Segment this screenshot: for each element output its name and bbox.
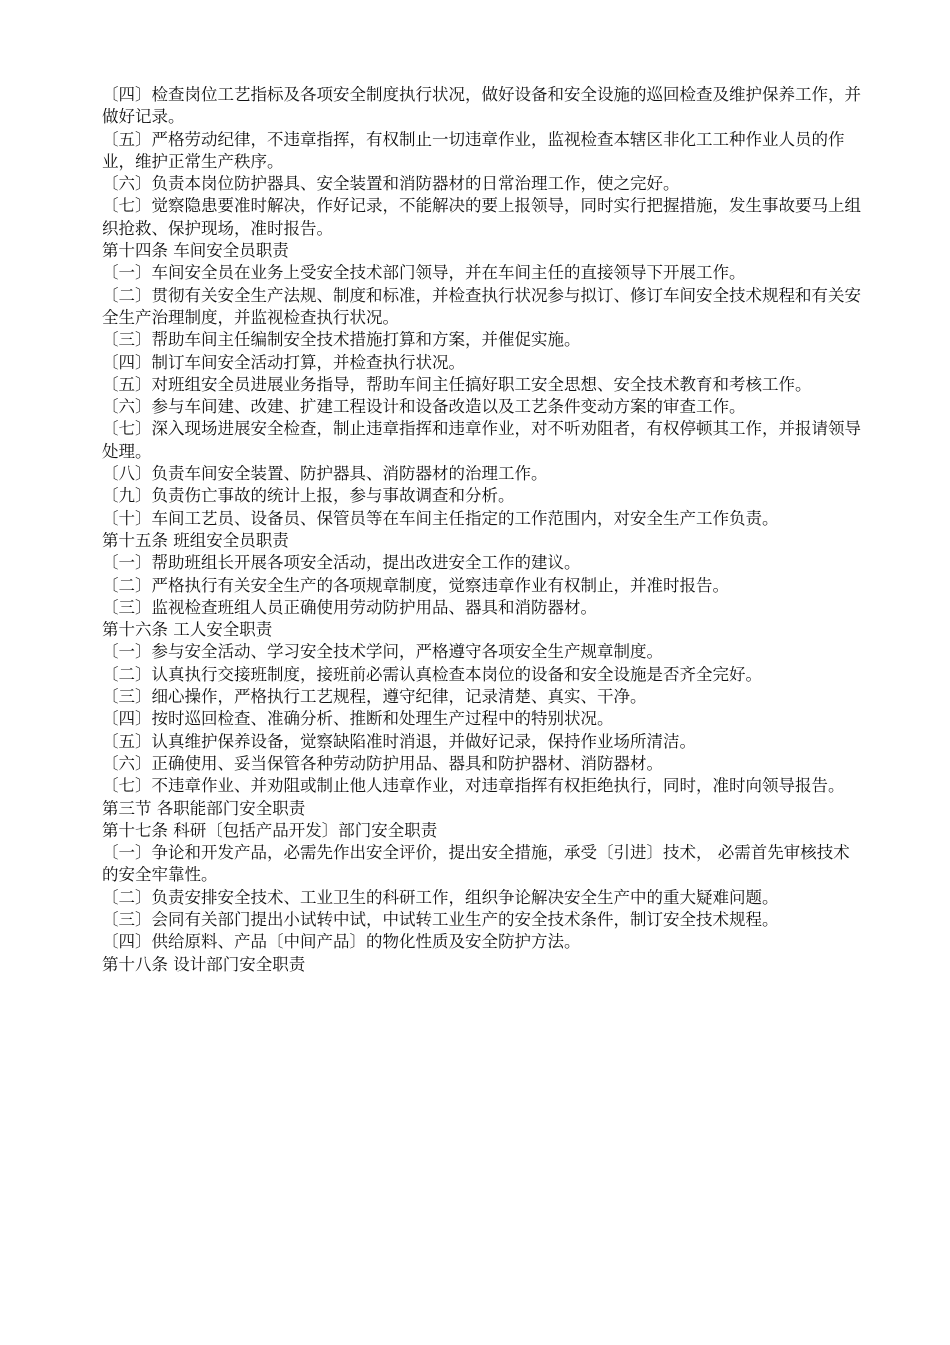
text-line: 〔六〕正确使用、妥当保管各种劳动防护用品、器具和防护器材、消防器材。 (102, 753, 663, 773)
text-line: 〔六〕参与车间建、改建、扩建工程设计和设备改造以及工艺条件变动方案的审查工作。 (102, 397, 746, 417)
text-line: 〔一〕车间安全员在业务上受安全技术部门领导，并在车间主任的直接领导下开展工作。 (102, 263, 746, 283)
text-line: 〔三〕会同有关部门提出小试转中试，中试转工业生产的安全技术条件，制订安全技术规程。 (102, 909, 779, 929)
text-line: 第十八条 设计部门安全职责 (102, 954, 306, 974)
text-line: 〔三〕帮助车间主任编制安全技术措施打算和方案，并催促实施。 (102, 330, 581, 350)
text-line: 〔五〕认真维护保养设备，觉察缺陷准时消退，并做好记录，保持作业场所清洁。 (102, 731, 696, 751)
text-line: 〔二〕负责安排安全技术、工业卫生的科研工作，组织争论解决安全生产中的重大疑难问题。 (102, 887, 779, 907)
text-line: 〔六〕负责本岗位防护器具、安全装置和消防器材的日常治理工作，使之完好。 (102, 174, 680, 194)
text-line: 〔三〕监视检查班组人员正确使用劳动防护用品、器具和消防器材。 (102, 597, 597, 617)
text-line: 第三节 各职能部门安全职责 (102, 798, 306, 818)
text-line: 〔四〕供给原料、产品〔中间产品〕的物化性质及安全防护方法。 (102, 932, 581, 952)
text-line: 〔一〕争论和开发产品，必需先作出安全评价，提出安全措施，承受〔引进〕技术， 必需首先审核技术的安全牢靠性。 (102, 843, 850, 885)
text-line: 第十五条 班组安全员职责 (102, 530, 289, 550)
text-line: 〔七〕觉察隐患要准时解决，作好记录，不能解决的要上报领导，同时实行把握措施，发生事故要马上组织抢救、保护现场，准时报告。 (102, 196, 861, 238)
text-line: 〔五〕对班组安全员进展业务指导，帮助车间主任搞好职工安全思想、安全技术教育和考核工作。 (102, 374, 812, 394)
text-line: 〔七〕深入现场进展安全检查，制止违章指挥和违章作业，对不听劝阻者，有权停顿其工作，并报请领导处理。 (102, 419, 861, 461)
text-line: 〔三〕细心操作，严格执行工艺规程，遵守纪律，记录清楚、真实、干净。 (102, 687, 647, 707)
text-line: 第十七条 科研〔包括产品开发〕部门安全职责 (102, 820, 438, 840)
text-line: 第十六条 工人安全职责 (102, 620, 273, 640)
text-line: 〔二〕认真执行交接班制度，接班前必需认真检查本岗位的设备和安全设施是否齐全完好。 (102, 664, 762, 684)
text-line: 〔一〕帮助班组长开展各项安全活动，提出改进安全工作的建议。 (102, 553, 581, 573)
text-line: 〔四〕按时巡回检查、准确分析、推断和处理生产过程中的特别状况。 (102, 709, 614, 729)
text-line: 〔一〕参与安全活动、学习安全技术学问，严格遵守各项安全生产规章制度。 (102, 642, 663, 662)
text-line: 〔四〕检查岗位工艺指标及各项安全制度执行状况，做好设备和安全设施的巡回检查及维护保养工作，并做好记录。 (102, 85, 861, 127)
text-line: 〔四〕制订车间安全活动打算，并检查执行状况。 (102, 352, 465, 372)
text-line: 〔五〕严格劳动纪律，不违章指挥，有权制止一切违章作业，监视检查本辖区非化工工种作业人员的作业，维护正常生产秩序。 (102, 129, 845, 171)
text-line: 〔七〕不违章作业、并劝阻或制止他人违章作业，对违章指挥有权拒绝执行，同时，准时向领导报告。 (102, 776, 845, 796)
text-line: 〔二〕严格执行有关安全生产的各项规章制度，觉察违章作业有权制止，并准时报告。 (102, 575, 729, 595)
text-line: 第十四条 车间安全员职责 (102, 241, 289, 261)
text-line: 〔八〕负责车间安全装置、防护器具、消防器材的治理工作。 (102, 464, 548, 484)
document-page (102, 84, 862, 976)
text-line: 〔九〕负责伤亡事故的统计上报，参与事故调查和分析。 (102, 486, 515, 506)
text-line: 〔十〕车间工艺员、设备员、保管员等在车间主任指定的工作范围内，对安全生产工作负责。 (102, 508, 779, 528)
text-line: 〔二〕贯彻有关安全生产法规、制度和标准，并检查执行状况参与拟订、修订车间安全技术规程和有关安全生产治理制度，并监视检查执行状况。 (102, 285, 861, 327)
